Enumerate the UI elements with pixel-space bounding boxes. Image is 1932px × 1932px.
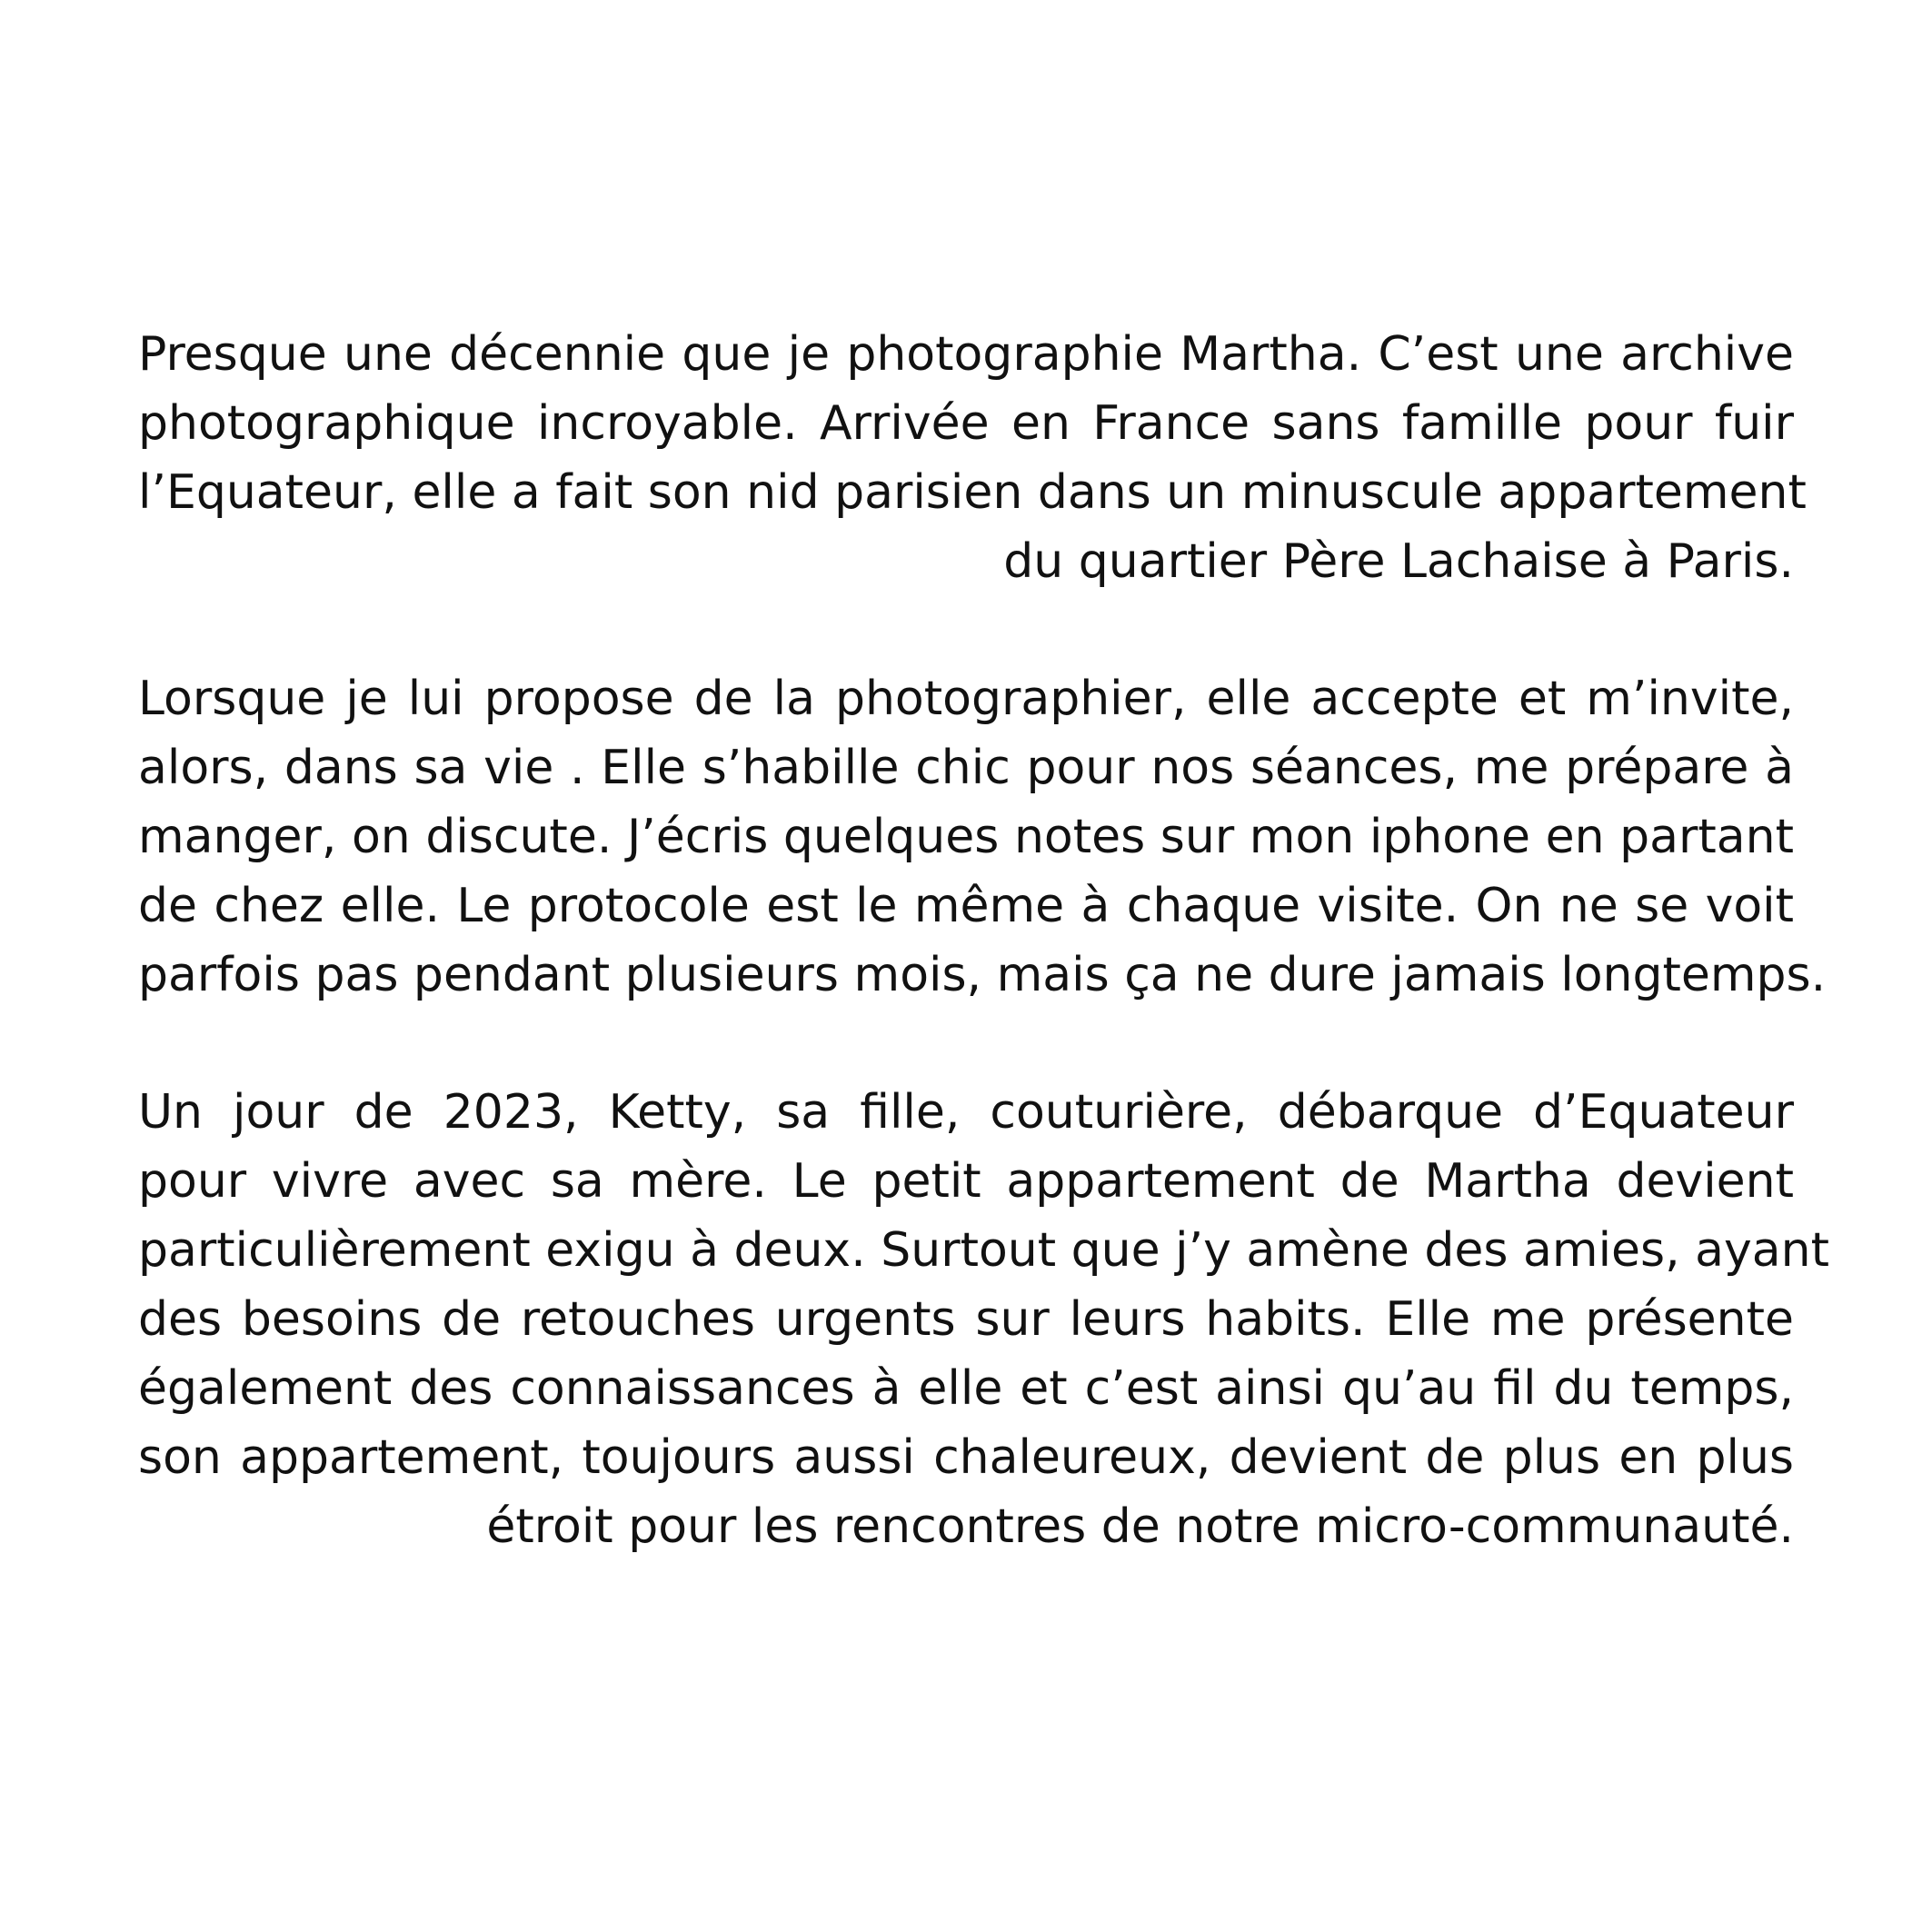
paragraph-3-line-2: pour vivre avec sa mère. Le petit appartement de Martha devient	[138, 1154, 1794, 1209]
paragraph-2	[138, 664, 1827, 1010]
paragraph-1-line-3: l’Equateur, elle a fait son nid parisien dans un minuscule appartement	[138, 465, 1807, 520]
paragraph-3-line-7: étroit pour les rencontres de notre micro-communauté.	[486, 1499, 1794, 1554]
paragraph-2-line-5: parfois pas pendant plusieurs mois, mais ça ne dure jamais longtemps.	[138, 948, 1827, 1002]
paragraph-1-line-2: photographique incroyable. Arrivée en France sans famille pour fuir	[138, 396, 1794, 451]
paragraph-2-line-1: Lorsque je lui propose de la photographier, elle accepte et m’invite,	[138, 672, 1794, 726]
paragraph-1	[138, 320, 1807, 596]
paragraph-2-line-4: de chez elle. Le protocole est le même à chaque visite. On ne se voit	[138, 879, 1794, 933]
paragraph-3-line-3: particulièrement exigu à deux. Surtout que j’y amène des amies, ayant	[138, 1223, 1830, 1278]
paragraph-3-line-4: des besoins de retouches urgents sur leurs habits. Elle me présente	[138, 1292, 1794, 1347]
paragraph-3-line-5: également des connaissances à elle et c’est ainsi qu’au fil du temps,	[138, 1361, 1794, 1416]
paragraph-3	[138, 1078, 1830, 1561]
paragraph-1-line-1: Presque une décennie que je photographie Martha. C’est une archive	[138, 327, 1794, 382]
paragraph-2-line-2: alors, dans sa vie . Elle s’habille chic pour nos séances, me prépare à	[138, 741, 1794, 795]
paragraph-3-line-6: son appartement, toujours aussi chaleureux, devient de plus en plus	[138, 1430, 1794, 1485]
paragraph-1-line-4: du quartier Père Lachaise à Paris.	[1003, 534, 1794, 589]
paragraph-2-line-3: manger, on discute. J’écris quelques notes sur mon iphone en partant	[138, 810, 1794, 864]
paragraph-3-line-1: Un jour de 2023, Ketty, sa fille, couturière, débarque d’Equateur	[138, 1085, 1794, 1140]
